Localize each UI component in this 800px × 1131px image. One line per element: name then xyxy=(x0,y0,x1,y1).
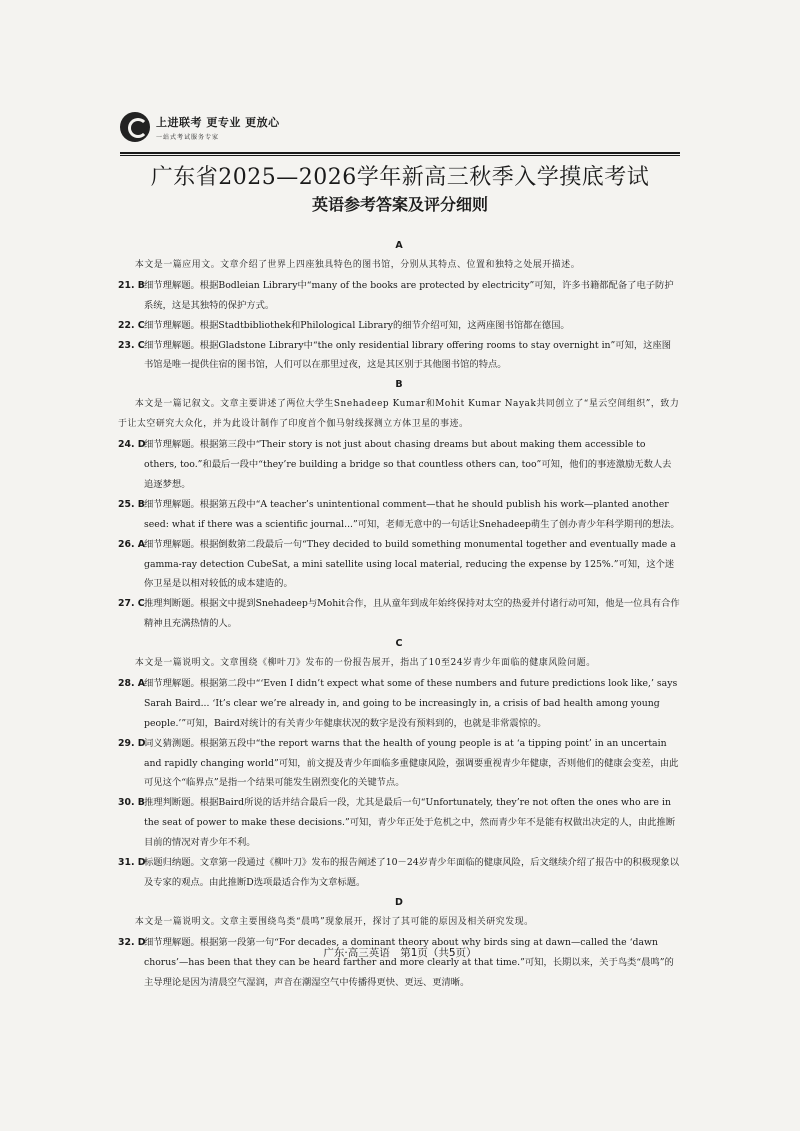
brand-logo xyxy=(120,112,280,142)
answer-item xyxy=(118,933,680,993)
logo-subtext: 一站式考试服务专家 xyxy=(156,133,220,141)
answer-number: 28. A xyxy=(118,677,145,689)
answer-number: 32. D xyxy=(118,936,146,948)
answer-item xyxy=(118,674,680,734)
answer-number: 30. B xyxy=(118,797,145,809)
section-label: A xyxy=(395,240,403,251)
answer-item xyxy=(118,495,680,535)
answer-content xyxy=(118,236,680,992)
section-intro: 本文是一篇记叙文。文章主要讲述了两位大学生Snehadeep Kumar和Mohit Kumar Nayak共同创立了“星云空间组织”，致力于让太空研究大众化，并为此设计制作了印度首个伽马射线探测立方体卫星的事迹。 xyxy=(118,399,680,430)
answer-item xyxy=(118,435,680,495)
answer-item xyxy=(118,535,680,595)
page-title: 广东省2025—2026学年新高三秋季入学摸底考试 xyxy=(150,165,650,190)
answer-explanation: 词义猜测题。根据第五段中“the report warns that the health of young people is at ‘a tipping point’ in an uncertain and rapidly changing world”可知，前文提及青少年面临多重健康风险，强调要重视青少年健康，否则他们的健康会变差，由此可见这个“临界点”是指一个结果可能发生剧烈变化的关键节点。 xyxy=(144,737,679,789)
header-rule-thin xyxy=(120,155,680,156)
page-footer: 广东·高三英语 第1页（共5页） xyxy=(323,947,477,959)
answer-explanation: 推理判断题。根据Baird所说的话并结合最后一段，尤其是最后一句“Unfortunately, they’re not often the ones who are in the seat of power to make these decisions.”可知，青少年正处于危机之中，然而青少年不是能有权做出决定的人，由此推断目前的情况对青少年不利。 xyxy=(144,797,676,849)
section-label: C xyxy=(395,638,403,650)
answer-number: 23. C xyxy=(118,339,145,351)
answer-item xyxy=(118,594,680,634)
answer-number: 26. A xyxy=(118,538,145,550)
logo-text: 上进联考 更专业 更放心 xyxy=(156,115,280,129)
answer-explanation: 细节理解题。根据第二段中“‘Even I didn’t expect what some of these numbers and future predictions look like,’ says Sarah Baird... ‘It’s clear we’re already in, and going to be increasingly in, a crisis of bad health among young people.’”可知，Baird对统计的有关青少年健康状况的数字是没有预料到的，也就是非常震惊的。 xyxy=(144,677,678,729)
section-label: B xyxy=(395,379,403,391)
answer-item xyxy=(118,793,680,853)
section-label: D xyxy=(395,896,403,908)
answer-number: 21. B xyxy=(118,279,145,291)
section-intro: 本文是一篇说明文。文章围绕《柳叶刀》发布的一份报告展开，指出了10至24岁青少年面临的健康风险问题。 xyxy=(134,658,596,669)
answer-item xyxy=(118,734,680,794)
brand-logo-icon xyxy=(120,112,150,142)
answer-item xyxy=(118,853,680,893)
answer-explanation: 标题归纳题。文章第一段通过《柳叶刀》发布的报告阐述了10－24岁青少年面临的健康风险，后文继续介绍了报告中的积极现象以及专家的观点。由此推断D选项最适合作为文章标题。 xyxy=(144,857,679,888)
section-intro: 本文是一篇应用文。文章介绍了世界上四座独具特色的图书馆，分别从其特点、位置和独特之处展开描述。 xyxy=(134,259,581,270)
page-subtitle: 英语参考答案及评分细则 xyxy=(311,195,488,214)
answer-explanation: 细节理解题。根据第五段中“A teacher’s unintentional comment—that he should publish his work—planted another seed: what if there was a scientific journal...”可知，老师无意中的一句话让Snehadeep萌生了创办青少年科学期刊的想法。 xyxy=(144,498,680,530)
answer-number: 31. D xyxy=(118,857,146,869)
answer-explanation: 细节理解题。根据Bodleian Library中“many of the books are protected by electricity”可知，许多书籍都配备了电子防护系统，这是其独特的保护方式。 xyxy=(144,279,674,311)
answer-item xyxy=(118,336,680,376)
answer-item xyxy=(118,276,680,316)
answer-explanation: 细节理解题。根据Stadtbibliothek和Philological Library的细节介绍可知，这两座图书馆都在德国。 xyxy=(144,319,570,331)
header-rule xyxy=(120,152,680,154)
answer-item xyxy=(118,316,680,336)
answer-number: 25. B xyxy=(118,498,145,510)
section-intro: 本文是一篇说明文。文章主要围绕鸟类“晨鸣”现象展开，探讨了其可能的原因及相关研究发现。 xyxy=(134,916,534,927)
answer-explanation: 细节理解题。根据第三段中“Their story is not just about chasing dreams but about making them accessible to others, too.”和最后一段中“they’re building a bridge so that countless others can, too”可知，他们的事迹激励无数人去追逐梦想。 xyxy=(144,439,672,490)
answer-explanation: 细节理解题。根据Gladstone Library中“the only residential library offering rooms to stay overnight in”可知，这座图书馆是唯一提供住宿的图书馆，人们可以在那里过夜，这是其区别于其他图书馆的特点。 xyxy=(144,339,672,371)
answer-number: 24. D xyxy=(118,439,146,451)
answer-number: 29. D xyxy=(118,737,146,749)
answer-explanation: 推理判断题。根据文中提到Snehadeep与Mohit合作，且从童年到成年始终保持对太空的热爱并付诸行动可知，他是一位具有合作精神且充满热情的人。 xyxy=(144,598,680,630)
answer-number: 22. C xyxy=(118,319,145,331)
answer-number: 27. C xyxy=(118,598,145,610)
answer-explanation: 细节理解题。根据倒数第二段最后一句“They decided to build something monumental together and eventually made a gamma-ray detection CubeSat, a mini satellite using local material, reducing the expense by 125%.”可知，这个迷你卫星是以相对较低的成本建造的。 xyxy=(144,538,676,590)
answer-explanation: 细节理解题。根据第一段第一句“For decades, a dominant theory about why birds sing at dawn—called the ‘dawn chorus’—has been that they can be heard farther and more clearly at that time.”可知，长期以来，关于鸟类“晨鸣”的主导理论是因为清晨空气湿润，声音在潮湿空气中传播得更快、更远、更清晰。 xyxy=(144,936,674,988)
